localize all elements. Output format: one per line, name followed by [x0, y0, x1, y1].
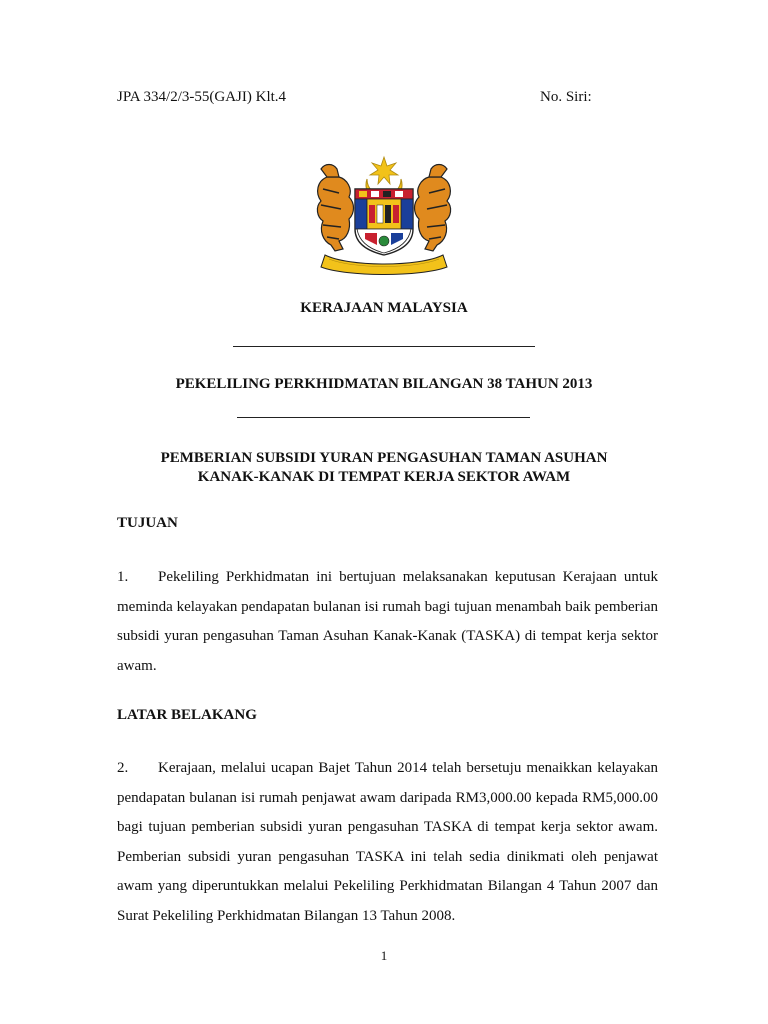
- page-number: 1: [380, 948, 388, 963]
- title-divider-top: [233, 346, 535, 347]
- government-title: KERAJAAN MALAYSIA: [300, 300, 468, 316]
- serial-number-label: No. Siri:: [540, 89, 592, 105]
- coat-of-arms-icon: [309, 155, 459, 277]
- paragraph-number: 2.: [117, 760, 129, 776]
- section-heading-latar-belakang: LATAR BELAKANG: [117, 707, 257, 723]
- circular-title: PEKELILING PERKHIDMATAN BILANGAN 38 TAHUN 2013: [175, 376, 593, 392]
- paragraph-text: Kerajaan, melalui ucapan Bajet Tahun 2014 telah bersetuju menaikkan kelayakan pendapatan bulanan isi rumah penjawat awam daripada RM3,000.00 kepada RM5,000.00 bagi tujuan pemberian subsidi yuran pengasuhan TASKA di tempat kerja sektor awam. Pemberian subsidi yuran pengasuhan TASKA ini telah sedia dinikmati oleh penjawat awam yang diperuntukkan melalui Pekeliling Perkhidmatan Bilangan 4 Tahun 2007 dan Surat Pekeliling Perkhidmatan Bilangan 13 Tahun 2008.: [117, 760, 658, 924]
- title-divider-bottom: [237, 417, 530, 418]
- reference-number: JPA 334/2/3-55(GAJI) Klt.4: [117, 89, 287, 105]
- subject-title-line-1: PEMBERIAN SUBSIDI YURAN PENGASUHAN TAMAN ASUHAN: [160, 450, 608, 466]
- paragraph-number: 1.: [117, 569, 129, 585]
- paragraph-1: [117, 563, 658, 681]
- subject-title-line-2: KANAK-KANAK DI TEMPAT KERJA SEKTOR AWAM: [197, 469, 571, 485]
- paragraph-2: [117, 754, 658, 931]
- paragraph-text: Pekeliling Perkhidmatan ini bertujuan melaksanakan keputusan Kerajaan untuk meminda kelayakan pendapatan bulanan isi rumah bagi tujuan menambah baik pemberian subsidi yuran pengasuhan Taman Asuhan Kanak-Kanak (TASKA) di tempat kerja sektor awam.: [117, 569, 658, 674]
- section-heading-tujuan: TUJUAN: [117, 515, 178, 531]
